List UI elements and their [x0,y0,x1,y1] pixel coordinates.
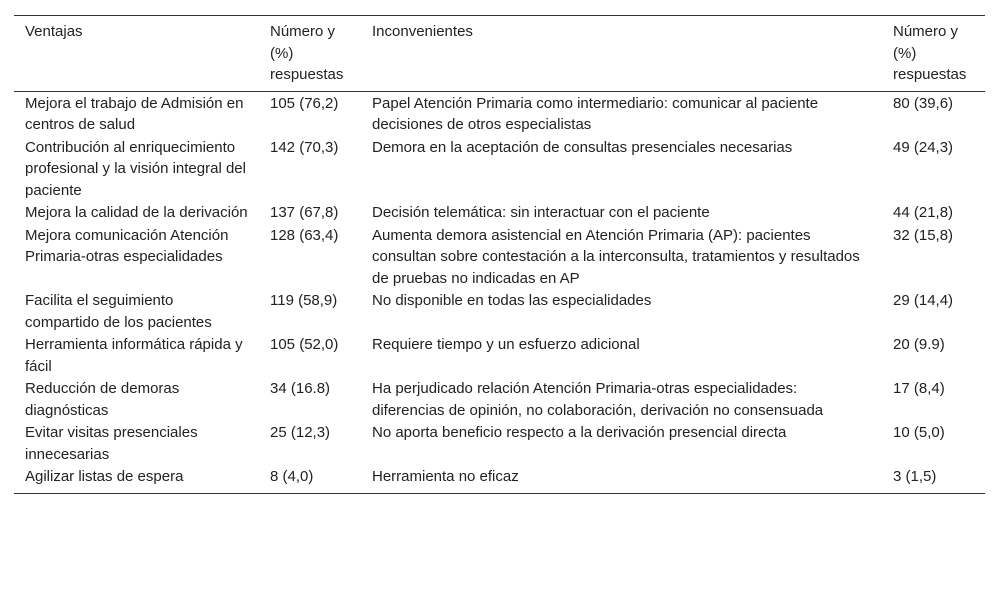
header-numero-ventajas: Número y (%) respuestas [270,23,344,83]
inconveniente-cell: Aumenta demora asistencial en Atención Primaria (AP): pacientes consultan sobre contestación a la interconsulta, tratamientos y resultados de pruebas no indicadas en AP [372,226,860,287]
ventaja-count-cell: 105 (52,0) [270,336,339,353]
ventaja-cell: Mejora la calidad de la derivación [25,204,248,221]
ventaja-cell: Mejora comunicación Atención Primaria-otras especialidades [25,226,229,265]
ventaja-cell: Mejora el trabajo de Admisión en centros de salud [25,94,244,133]
inconveniente-count-cell: 20 (9.9) [893,336,945,353]
inconveniente-count-cell: 3 (1,5) [893,468,937,485]
ventaja-cell: Agilizar listas de espera [25,468,184,485]
ventaja-count-cell: 137 (67,8) [270,204,339,221]
header-inconvenientes: Inconvenientes [372,23,473,40]
inconveniente-count-cell: 10 (5,0) [893,424,945,441]
inconveniente-cell: Herramienta no eficaz [372,468,519,485]
ventaja-cell: Contribución al enriquecimiento profesional y la visión integral del paciente [25,138,246,199]
inconveniente-cell: No aporta beneficio respecto a la derivación presencial directa [372,424,787,441]
ventaja-cell: Evitar visitas presenciales innecesarias [25,424,198,463]
ventaja-count-cell: 34 (16.8) [270,380,331,397]
table-row [14,377,985,421]
header-numero-inconvenientes: Número y (%) respuestas [893,23,967,83]
results-table-container [14,15,985,494]
ventaja-cell: Herramienta informática rápida y fácil [25,336,243,375]
table-row [14,136,985,202]
table-row [14,201,985,224]
inconveniente-cell: Requiere tiempo y un esfuerzo adicional [372,336,640,353]
table-header [14,16,985,92]
inconveniente-cell: Demora en la aceptación de consultas presenciales necesarias [372,138,793,156]
inconveniente-count-cell: 80 (39,6) [893,94,954,112]
inconveniente-cell: Ha perjudicado relación Atención Primaria-otras especialidades: diferencias de opinión, no colaboración, derivación no consensuada [372,380,824,419]
advantages-disadvantages-table [14,15,985,494]
inconveniente-count-cell: 17 (8,4) [893,380,945,397]
inconveniente-count-cell: 29 (14,4) [893,292,954,309]
inconveniente-count-cell: 49 (24,3) [893,138,954,156]
table-row [14,224,985,290]
inconveniente-count-cell: 44 (21,8) [893,204,954,221]
ventaja-cell: Facilita el seguimiento compartido de los pacientes [25,292,212,331]
ventaja-count-cell: 8 (4,0) [270,468,314,485]
ventaja-count-cell: 25 (12,3) [270,424,331,441]
ventaja-count-cell: 142 (70,3) [270,138,339,156]
table-body [14,91,985,493]
table-row [14,465,985,493]
ventaja-count-cell: 105 (76,2) [270,94,339,112]
table-row [14,289,985,333]
inconveniente-cell: No disponible en todas las especialidades [372,292,652,309]
table-row [14,333,985,377]
inconveniente-cell: Papel Atención Primaria como intermediario: comunicar al paciente decisiones de otros especialistas [372,94,819,133]
header-ventajas: Ventajas [25,23,83,40]
ventaja-count-cell: 119 (58,9) [270,292,338,309]
table-row [14,421,985,465]
inconveniente-count-cell: 32 (15,8) [893,226,954,244]
ventaja-count-cell: 128 (63,4) [270,226,339,244]
table-row [14,91,985,136]
ventaja-cell: Reducción de demoras diagnósticas [25,380,180,419]
inconveniente-cell: Decisión telemática: sin interactuar con el paciente [372,204,710,221]
header-row [14,16,985,92]
